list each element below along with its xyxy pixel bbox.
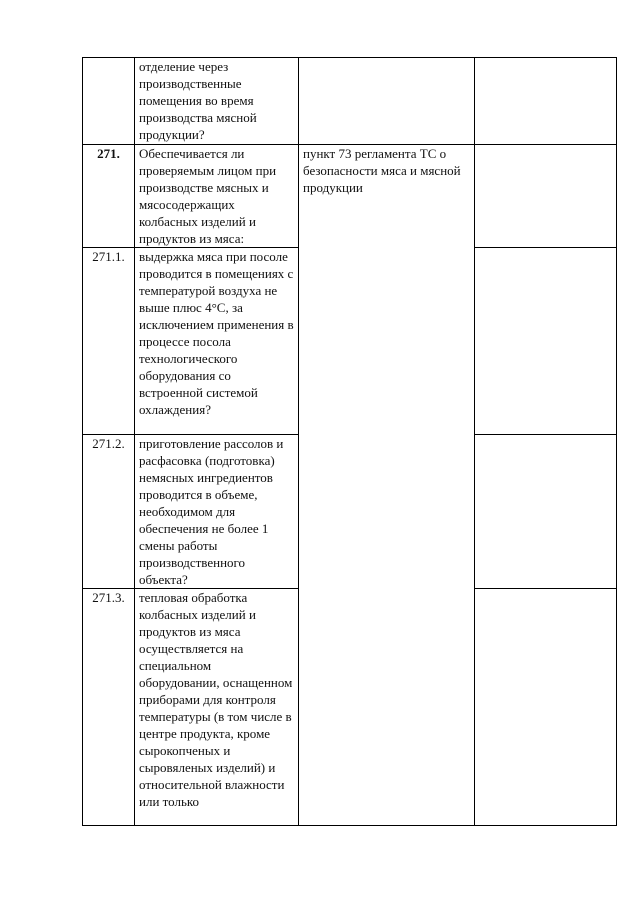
table-row xyxy=(83,145,617,248)
question-text: тепловая обработка колбасных изделий и продуктов из мяса осуществляется на специальном оборудовании, оснащенном приборами для контроля температуры (в том числе в центре продукта, кроме сырокопченых и сыровяленых изделий) и относительной влажности или только xyxy=(135,589,299,826)
notes-cell xyxy=(475,145,617,248)
row-number: 271. xyxy=(83,145,135,248)
notes-cell xyxy=(475,589,617,826)
question-text: выдержка мяса при посоле проводится в помещениях с температурой воздуха не выше плюс 4°С, за исключением применения в процессе посола технологического оборудования со встроенной системой охлаждения? xyxy=(135,248,299,435)
notes-cell xyxy=(475,435,617,589)
question-text: Обеспечивается ли проверяемым лицом при производстве мясных и мясосодержащих колбасных изделий и продуктов из мяса: xyxy=(135,145,299,248)
question-text: приготовление рассолов и расфасовка (подготовка) немясных ингредиентов проводится в объеме, необходимом для обеспечения не более 1 смены работы производственного объекта? xyxy=(135,435,299,589)
row-number: 271.3. xyxy=(83,589,135,826)
table-row xyxy=(83,58,617,145)
reference-cell xyxy=(299,58,475,145)
question-text: отделение через производственные помещения во время производства мясной продукции? xyxy=(135,58,299,145)
reference-text: пункт 73 регламента ТС о безопасности мяса и мясной продукции xyxy=(299,145,475,826)
row-number: 271.1. xyxy=(83,248,135,435)
requirements-table xyxy=(82,57,617,826)
row-number: 271.2. xyxy=(83,435,135,589)
notes-cell xyxy=(475,248,617,435)
notes-cell xyxy=(475,58,617,145)
row-number xyxy=(83,58,135,145)
